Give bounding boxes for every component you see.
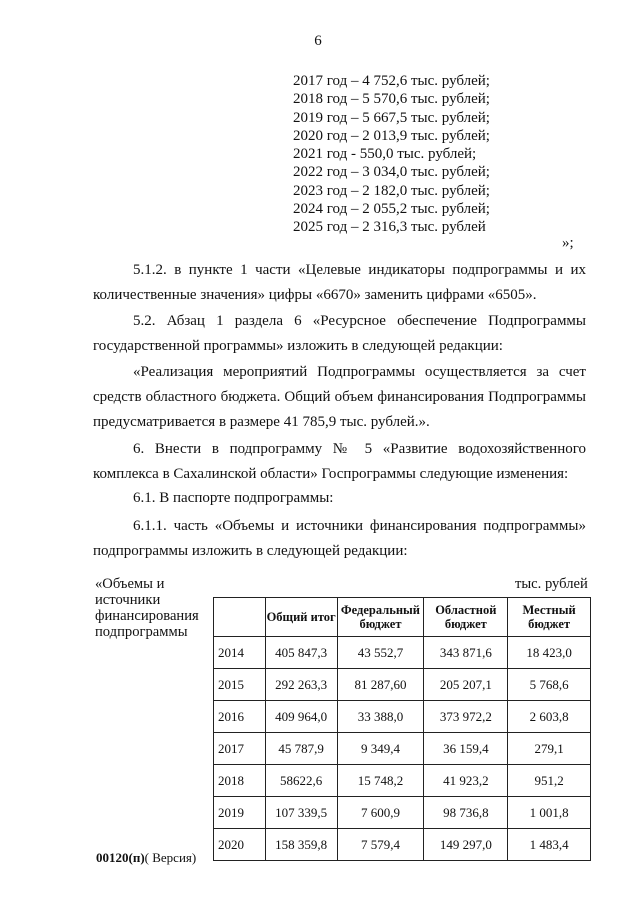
table-row bbox=[214, 701, 591, 733]
value-cell: 41 923,2 bbox=[424, 765, 508, 797]
year-line: 2025 год – 2 316,3 тыс. рублей bbox=[293, 219, 486, 236]
year-line: 2022 год – 3 034,0 тыс. рублей; bbox=[293, 164, 490, 181]
year-line: 2024 год – 2 055,2 тыс. рублей; bbox=[293, 201, 490, 218]
table-row bbox=[214, 829, 591, 861]
year-line: 2020 год – 2 013,9 тыс. рублей; bbox=[293, 127, 490, 144]
label-line: источники bbox=[95, 592, 161, 608]
footer-version: ( Версия) bbox=[144, 850, 197, 865]
year-line: 2019 год – 5 667,5 тыс. рублей; bbox=[293, 109, 490, 126]
value-cell: 343 871,6 bbox=[424, 637, 508, 669]
value-cell: 1 001,8 bbox=[508, 797, 591, 829]
paragraph-6-1: 6.1. В паспорте подпрограммы: bbox=[133, 490, 334, 506]
value-cell: 279,1 bbox=[508, 733, 591, 765]
table-header-row bbox=[214, 598, 591, 637]
footer-code bbox=[96, 850, 196, 866]
header-cell: Федеральный бюджет bbox=[337, 598, 424, 637]
page-number: 6 bbox=[314, 33, 322, 49]
paragraph-quote bbox=[93, 360, 586, 435]
value-cell: 7 579,4 bbox=[337, 829, 424, 861]
year-line: 2018 год – 5 570,6 тыс. рублей; bbox=[293, 91, 490, 108]
header-cell: Общий итог bbox=[265, 598, 337, 637]
year-cell: 2020 bbox=[214, 829, 266, 861]
table-row bbox=[214, 637, 591, 669]
paragraph-text: «Реализация мероприятий Подпрограммы осуществляется за счет средств областного бюджета. Общий объем финансирования Подпрограммы предусматривается в размере 41 785,9 тыс. рублей.». bbox=[93, 364, 586, 430]
value-cell: 7 600,9 bbox=[337, 797, 424, 829]
value-cell: 107 339,5 bbox=[265, 797, 337, 829]
value-cell: 2 603,8 bbox=[508, 701, 591, 733]
year-line: 2021 год - 550,0 тыс. рублей; bbox=[293, 146, 477, 163]
value-cell: 43 552,7 bbox=[337, 637, 424, 669]
year-cell: 2018 bbox=[214, 765, 266, 797]
value-cell: 373 972,2 bbox=[424, 701, 508, 733]
footer-code-bold: 00120(п) bbox=[96, 850, 145, 865]
value-cell: 15 748,2 bbox=[337, 765, 424, 797]
financing-table bbox=[213, 597, 591, 861]
table-row bbox=[214, 669, 591, 701]
value-cell: 98 736,8 bbox=[424, 797, 508, 829]
paragraph-6 bbox=[93, 437, 586, 487]
header-cell: Областной бюджет bbox=[424, 598, 508, 637]
value-cell: 1 483,4 bbox=[508, 829, 591, 861]
value-cell: 81 287,60 bbox=[337, 669, 424, 701]
value-cell: 36 159,4 bbox=[424, 733, 508, 765]
paragraph-5-1-2 bbox=[93, 258, 586, 308]
paragraph-text: 5.2. Абзац 1 раздела 6 «Ресурсное обеспечение Подпрограммы государственной программы» изложить в следующей редакции: bbox=[93, 313, 586, 354]
years-funding-list bbox=[293, 72, 490, 237]
paragraph-text: 5.1.2. в пункте 1 части «Целевые индикаторы подпрограммы и их количественные значения» цифры «6670» заменить цифрами «6505». bbox=[93, 262, 586, 303]
label-line: подпрограммы bbox=[95, 624, 188, 640]
year-cell: 2016 bbox=[214, 701, 266, 733]
value-cell: 405 847,3 bbox=[265, 637, 337, 669]
year-cell: 2017 bbox=[214, 733, 266, 765]
header-cell: Местный бюджет bbox=[508, 598, 591, 637]
label-line: «Объемы и bbox=[95, 576, 165, 592]
closing-quote: »; bbox=[562, 235, 574, 251]
value-cell: 58622,6 bbox=[265, 765, 337, 797]
value-cell: 45 787,9 bbox=[265, 733, 337, 765]
year-line: 2017 год – 4 752,6 тыс. рублей; bbox=[293, 73, 490, 89]
value-cell: 149 297,0 bbox=[424, 829, 508, 861]
year-cell: 2015 bbox=[214, 669, 266, 701]
year-cell: 2019 bbox=[214, 797, 266, 829]
paragraph-5-2 bbox=[93, 309, 586, 359]
value-cell: 292 263,3 bbox=[265, 669, 337, 701]
value-cell: 409 964,0 bbox=[265, 701, 337, 733]
header-cell bbox=[214, 598, 266, 637]
value-cell: 18 423,0 bbox=[508, 637, 591, 669]
value-cell: 158 359,8 bbox=[265, 829, 337, 861]
table-side-label bbox=[95, 576, 199, 640]
paragraph-text: 6. Внести в подпрограмму № 5 «Развитие водохозяйственного комплекса в Сахалинской области» Госпрограммы следующие изменения: bbox=[93, 441, 586, 482]
table-row bbox=[214, 797, 591, 829]
paragraph-text: 6.1.1. часть «Объемы и источники финансирования подпрограммы» подпрограммы изложить в следующей редакции: bbox=[93, 518, 586, 559]
year-line: 2023 год – 2 182,0 тыс. рублей; bbox=[293, 182, 490, 199]
year-cell: 2014 bbox=[214, 637, 266, 669]
paragraph-6-1-1 bbox=[93, 514, 586, 564]
value-cell: 951,2 bbox=[508, 765, 591, 797]
table-row bbox=[214, 765, 591, 797]
table-row bbox=[214, 733, 591, 765]
value-cell: 9 349,4 bbox=[337, 733, 424, 765]
value-cell: 33 388,0 bbox=[337, 701, 424, 733]
label-line: финансирования bbox=[95, 608, 199, 624]
value-cell: 5 768,6 bbox=[508, 669, 591, 701]
table-unit: тыс. рублей bbox=[515, 576, 588, 592]
value-cell: 205 207,1 bbox=[424, 669, 508, 701]
